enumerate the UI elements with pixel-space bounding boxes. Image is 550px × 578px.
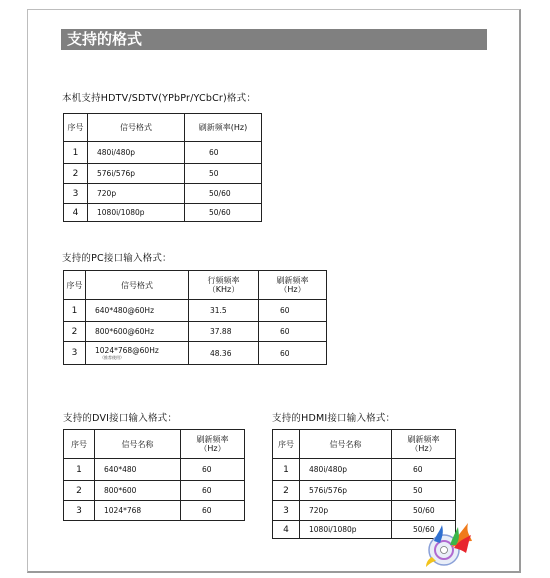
row-signal: 1024*768 — [95, 501, 181, 521]
row-index: 4 — [64, 204, 88, 222]
row-rate: 60 — [259, 300, 327, 322]
row-signal: 640*480@60Hz — [86, 300, 189, 322]
table-header-row — [64, 271, 327, 300]
header-line-frequency — [189, 271, 259, 300]
row-signal: 1080i/1080p — [88, 204, 185, 222]
row-signal: 576i/576p — [88, 164, 185, 184]
page-title: 支持的格式 — [61, 29, 487, 50]
row-rate: 50 — [392, 481, 456, 501]
row-rate: 60 — [181, 481, 245, 501]
header-refresh-rate: 刷新频率(Hz) — [185, 114, 262, 142]
header-index: 序号 — [273, 430, 300, 459]
table-row — [64, 164, 262, 184]
header-refresh-rate-label: 刷新频率 — [276, 276, 309, 285]
table-row — [64, 300, 327, 322]
recommended-note: （推荐使用） — [100, 355, 124, 360]
row-rate: 60 — [185, 142, 262, 164]
row-rate: 50/60 — [392, 501, 456, 521]
row-rate: 60 — [259, 342, 327, 365]
row-rate: 50 — [185, 164, 262, 184]
table-header-row — [64, 114, 262, 142]
header-refresh-rate-unit: （Hz） — [279, 285, 306, 294]
row-index: 2 — [64, 164, 88, 184]
table-header-row — [64, 430, 245, 459]
header-index: 序号 — [64, 271, 86, 300]
row-signal: 1024*768@60Hz — [95, 346, 159, 355]
row-index: 4 — [273, 521, 300, 539]
pc-format-table — [63, 270, 327, 365]
table-row — [273, 459, 456, 481]
row-signal: 800*600@60Hz — [86, 322, 189, 342]
header-refresh-rate — [392, 430, 456, 459]
row-index: 3 — [64, 184, 88, 204]
row-line-frequency: 48.36 — [189, 342, 259, 365]
row-index: 2 — [64, 322, 86, 342]
header-signal-format: 信号格式 — [86, 271, 189, 300]
table-row — [64, 501, 245, 521]
header-refresh-rate — [181, 430, 245, 459]
row-index: 3 — [64, 342, 86, 365]
table-row — [64, 142, 262, 164]
header-signal-name: 信号名称 — [95, 430, 181, 459]
dvi-heading: 支持的DVI接口输入格式： — [63, 413, 178, 424]
header-refresh-rate-label: 刷新频率 — [196, 435, 229, 444]
row-rate: 60 — [259, 322, 327, 342]
row-signal-cell — [86, 342, 189, 365]
row-signal: 480i/480p — [300, 459, 392, 481]
header-refresh-rate-label: 刷新频率 — [407, 435, 440, 444]
hdmi-heading: 支持的HDMI接口输入格式： — [272, 413, 396, 424]
table-row — [64, 481, 245, 501]
header-index: 序号 — [64, 430, 95, 459]
dvi-format-table — [63, 429, 245, 521]
row-line-frequency: 37.88 — [189, 322, 259, 342]
row-signal: 720p — [300, 501, 392, 521]
row-index: 3 — [273, 501, 300, 521]
row-rate: 50/60 — [392, 521, 456, 539]
row-signal: 1080i/1080p — [300, 521, 392, 539]
table-row — [64, 459, 245, 481]
header-signal-name: 信号名称 — [300, 430, 392, 459]
row-signal: 800*600 — [95, 481, 181, 501]
row-rate: 60 — [181, 459, 245, 481]
row-signal: 576i/576p — [300, 481, 392, 501]
row-index: 1 — [273, 459, 300, 481]
row-index: 1 — [64, 300, 86, 322]
hdtv-format-table — [63, 113, 262, 222]
row-index: 2 — [273, 481, 300, 501]
header-signal-format: 信号格式 — [88, 114, 185, 142]
table-row — [64, 342, 327, 365]
row-rate: 50/60 — [185, 184, 262, 204]
colorful-flame-disc-logo-icon — [422, 517, 476, 571]
table-row — [64, 322, 327, 342]
header-line-frequency-unit: （KHz） — [207, 285, 240, 294]
pc-heading: 支持的PC接口输入格式： — [62, 253, 172, 264]
hdtv-heading: 本机支持HDTV/SDTV(YPbPr/YCbCr)格式： — [62, 93, 257, 104]
table-row — [64, 204, 262, 222]
row-index: 3 — [64, 501, 95, 521]
row-signal: 480i/480p — [88, 142, 185, 164]
header-refresh-rate-unit: （Hz） — [410, 444, 437, 453]
header-refresh-rate-unit: （Hz） — [199, 444, 226, 453]
row-rate: 50/60 — [185, 204, 262, 222]
row-index: 1 — [64, 142, 88, 164]
header-refresh-rate — [259, 271, 327, 300]
table-row — [273, 481, 456, 501]
header-line-frequency-label: 行频频率 — [207, 276, 240, 285]
row-signal: 640*480 — [95, 459, 181, 481]
row-index: 1 — [64, 459, 95, 481]
row-rate: 60 — [392, 459, 456, 481]
row-rate: 60 — [181, 501, 245, 521]
row-line-frequency: 31.5 — [189, 300, 259, 322]
row-signal: 720p — [88, 184, 185, 204]
table-header-row — [273, 430, 456, 459]
header-index: 序号 — [64, 114, 88, 142]
row-index: 2 — [64, 481, 95, 501]
table-row — [64, 184, 262, 204]
